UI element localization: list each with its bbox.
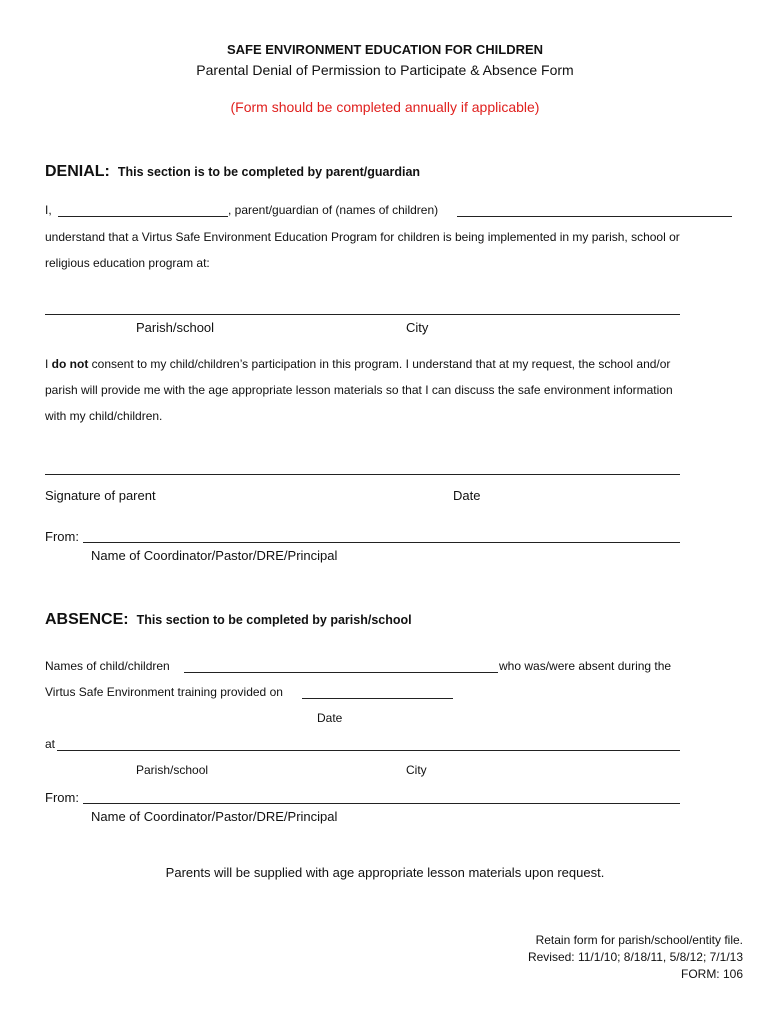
- absence-from-label: From:: [45, 790, 79, 805]
- guardian-of-label: , parent/guardian of (names of children): [228, 203, 439, 217]
- coordinator-label: Name of Coordinator/Pastor/DRE/Principal: [91, 548, 338, 563]
- denial-heading: [45, 163, 420, 181]
- form-subtitle: Parental Denial of Permission to Participate & Absence Form: [196, 62, 574, 78]
- do-not-emphasis: do not: [51, 357, 89, 371]
- children-names-label: Names of child/children: [45, 659, 170, 673]
- absence-coordinator-label: Name of Coordinator/Pastor/DRE/Principal: [91, 809, 338, 824]
- absent-children-field[interactable]: [184, 672, 498, 673]
- parish-city-field[interactable]: [45, 314, 680, 315]
- absence-from-field[interactable]: [83, 803, 680, 804]
- consent-line-2: parish will provide me with the age appropriate lesson materials so that I can discuss the safe environment information: [45, 383, 673, 397]
- materials-note: Parents will be supplied with age appropriate lesson materials upon request.: [165, 865, 605, 880]
- from-label: From:: [45, 529, 79, 544]
- date-label: Date: [453, 488, 481, 503]
- understand-text: understand that a Virtus Safe Environment Education Program for children is being implemented in my parish, school or: [45, 230, 680, 244]
- consent-prefix: I: [45, 357, 52, 371]
- training-date-label: Date: [317, 711, 343, 725]
- at-label: at: [45, 737, 56, 751]
- training-text: Virtus Safe Environment training provided on: [45, 685, 283, 699]
- denial-heading-desc: This section is to be completed by parent/guardian: [117, 165, 421, 179]
- parish-school-label: Parish/school: [136, 320, 215, 335]
- program-at-text: religious education program at:: [45, 256, 210, 270]
- absence-heading-label: ABSENCE:: [45, 611, 129, 628]
- city-label: City: [406, 320, 429, 335]
- form-number: FORM: 106: [680, 967, 743, 981]
- absence-location-field[interactable]: [57, 750, 680, 751]
- absence-heading: [45, 611, 412, 629]
- training-date-field[interactable]: [302, 698, 453, 699]
- form-title: SAFE ENVIRONMENT EDUCATION FOR CHILDREN: [226, 42, 544, 57]
- absence-city-label: City: [406, 763, 427, 777]
- absence-parish-label: Parish/school: [136, 763, 209, 777]
- absent-text: who was/were absent during the: [499, 659, 672, 673]
- retain-note: Retain form for parish/school/entity file.: [535, 933, 743, 947]
- denial-heading-label: DENIAL:: [45, 163, 110, 180]
- guardian-name-field[interactable]: [58, 216, 228, 217]
- consent-line-3: with my child/children.: [45, 409, 163, 423]
- annual-note: (Form should be completed annually if applicable): [230, 99, 540, 115]
- revised-dates: Revised: 11/1/10; 8/18/11, 5/8/12; 7/1/13: [527, 950, 743, 964]
- consent-rest: consent to my child/children’s participation in this program. I understand that at my request, the school and/or: [88, 357, 671, 371]
- signature-field[interactable]: [45, 474, 680, 475]
- absence-heading-desc: This section to be completed by parish/school: [136, 613, 412, 627]
- signature-label: Signature of parent: [45, 488, 156, 503]
- children-names-field[interactable]: [457, 216, 732, 217]
- from-field[interactable]: [83, 542, 680, 543]
- guardian-prefix: I,: [45, 203, 52, 217]
- consent-statement: [45, 357, 670, 371]
